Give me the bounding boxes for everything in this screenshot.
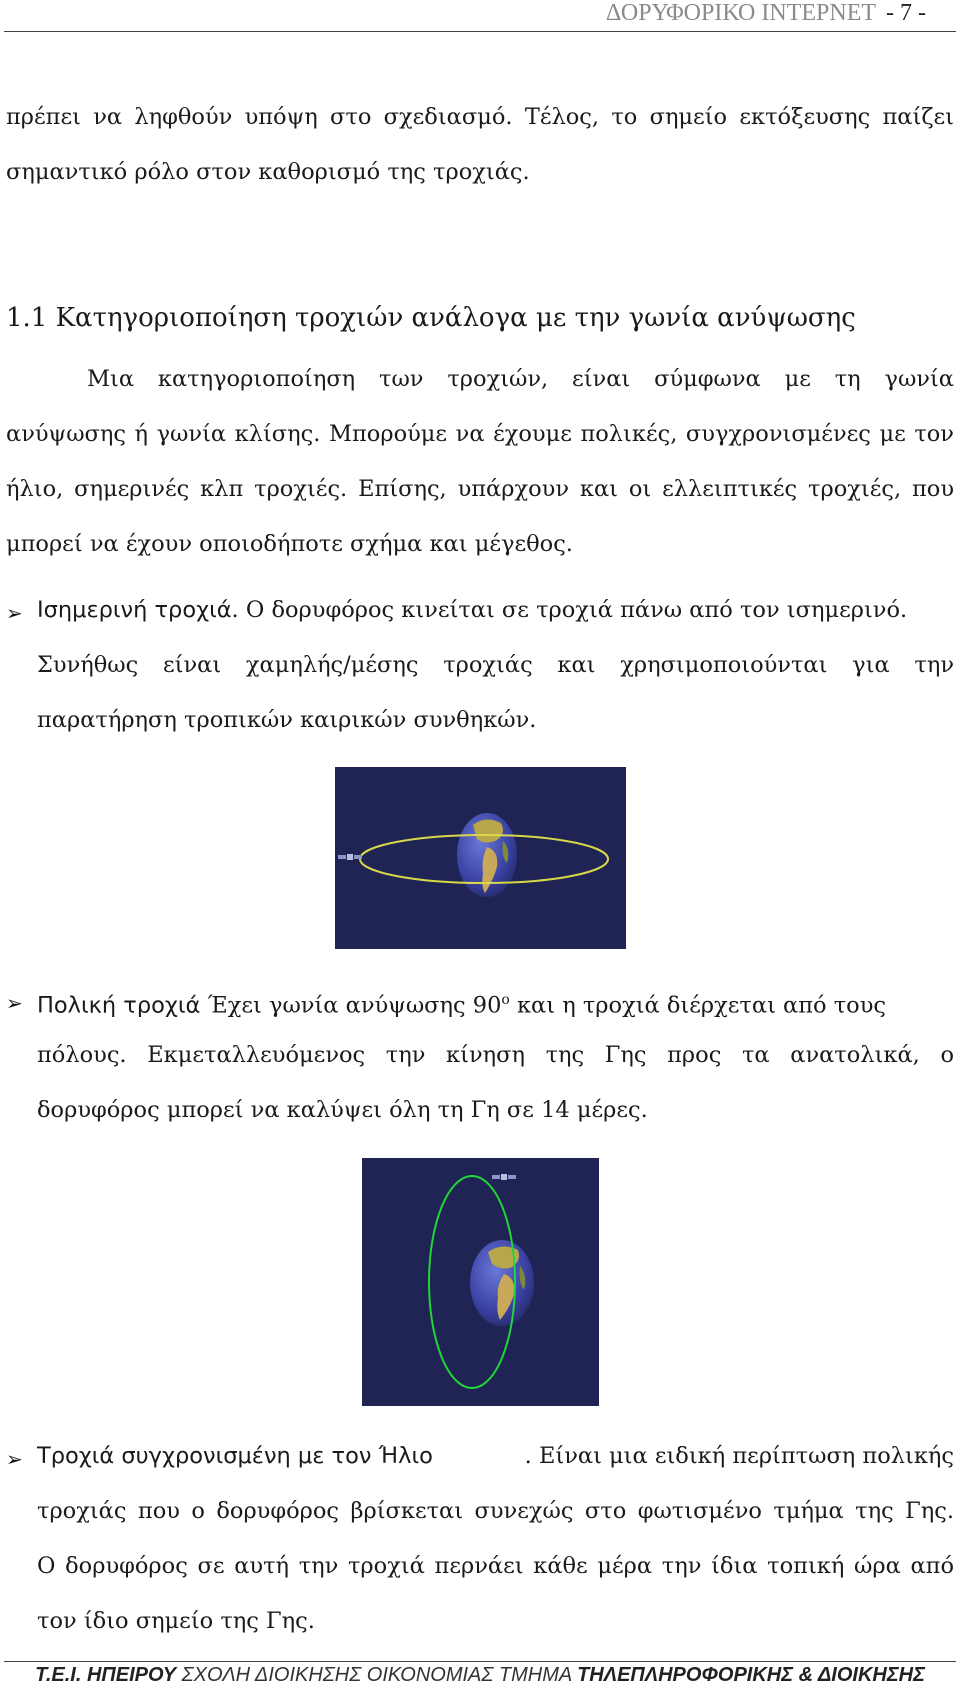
page-header [606,0,926,27]
page-footer: Τ.Ε.Ι. ΗΠΕΙΡΟΥ ΣΧΟΛΗ ΔΙΟΙΚΗΣΗΣ ΟΙΚΟΝΟΜΙΑΣ ΤΜΗΜΑ ΤΗΛΕΠΛΗΡΟΦΟΡΙΚΗΣ & ΔΙΟΙΚΗΣΗΣ [35,1664,925,1686]
bullet-equatorial-line-3: παρατήρηση τροπικών καιρικών συνθηκών. [37,707,537,733]
earth-globe-icon [470,1240,534,1326]
term-polar: Πολική τροχιά [37,992,201,1019]
bullet-sunsync-line-2: τροχιάς που ο δορυφόρος βρίσκεται συνεχώς στο φωτισμένο τμήμα της Γης. [37,1498,954,1524]
bullet-arrow-icon: ➢ [6,1447,23,1471]
equatorial-orbit-figure [335,767,626,949]
bullet-sunsync-line-4: τον ίδιο σημείο της Γης. [37,1608,315,1634]
intro-line-2: σημαντικό ρόλο στον καθορισμό της τροχιάς. [6,159,530,185]
footer-divider [4,1661,956,1662]
term-sunsync: Τροχιά συγχρονισμένη με τον Ήλιο [37,1443,433,1469]
section-heading: 1.1 Κατηγοριοποίηση τροχιών ανάλογα με την γωνία ανύψωσης [6,303,856,333]
earth-globe-icon [457,813,517,897]
bullet-arrow-icon: ➢ [6,601,23,625]
para-line-1: Μια κατηγοριοποίηση των τροχιών, είναι σύμφωνα με τη γωνία [87,366,954,392]
para-line-2: ανύψωσης ή γωνία κλίσης. Μπορούμε να έχουμε πολικές, συγχρονισμένες με τον [6,421,954,447]
bullet-polar-line-1: Πολική τροχιά Έχει γωνία ανύψωσης $90^o$ και η τροχιά διέρχεται από τους [37,992,886,1019]
polar-orbit-figure [362,1158,599,1406]
header-divider [4,31,956,32]
bullet-polar-line-3: δορυφόρος μπορεί να καλύψει όλη τη Γη σε 14 μέρες. [37,1097,648,1123]
bullet-polar-line-2: πόλους. Εκμεταλλευόμενος την κίνηση της Γης προς τα ανατολικά, ο [37,1042,954,1068]
para-line-3: ήλιο, σημερινές κλπ τροχιές. Επίσης, υπάρχουν και οι ελλειπτικές τροχιές, που [6,476,954,502]
header-title: ΔΟΡΥΦΟΡΙΚΟ ΙΝΤΕΡΝΕΤ [605,0,877,26]
bullet-sunsync-line-3: Ο δορυφόρος σε αυτή την τροχιά περνάει κάθε μέρα την ίδια τοπική ώρα από [37,1553,954,1579]
bullet-arrow-icon: ➢ [6,991,23,1015]
bullet-equatorial-line-2: Συνήθως είναι χαμηλής/μέσης τροχιάς και χρησιμοποιούνται για την [37,652,954,678]
bullet-sunsync-line-1: Τροχιά συγχρονισμένη με τον Ήλιο . Είναι μια ειδική περίπτωση πολικής [37,1443,954,1469]
para-line-4: μπορεί να έχουν οποιοδήποτε σχήμα και μέγεθος. [6,531,573,557]
term-equatorial: Ισημερινή τροχιά [37,597,232,623]
intro-line-1: πρέπει να ληφθούν υπόψη στο σχεδιασμό. Τέλος, το σημείο εκτόξευσης παίζει [6,104,954,130]
bullet-equatorial-line-1: Ισημερινή τροχιά. Ο δορυφόρος κινείται σε τροχιά πάνω από τον ισημερινό. [37,597,908,623]
page-number: - 7 - [886,0,926,26]
